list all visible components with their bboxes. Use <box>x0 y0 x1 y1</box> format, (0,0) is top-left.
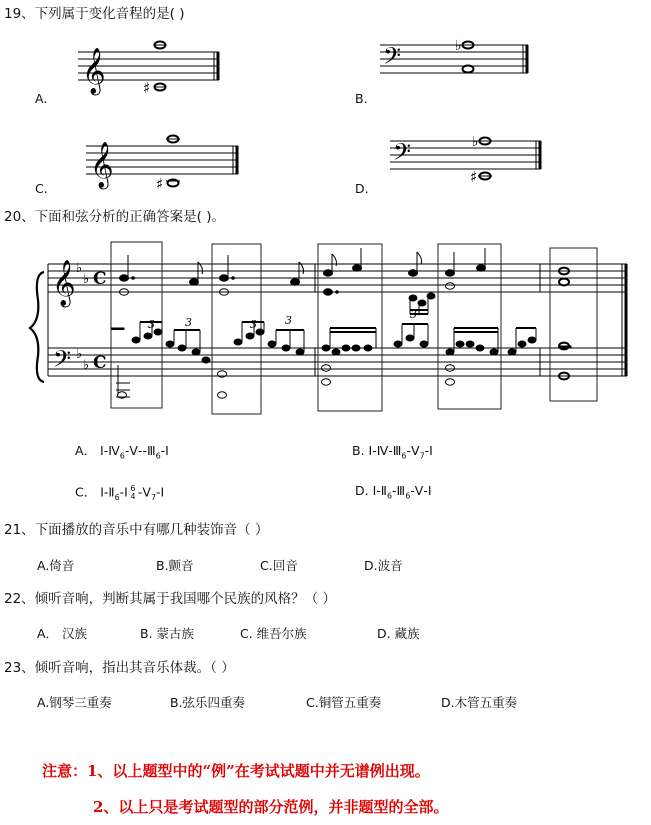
triplet-mark: 3 <box>285 314 292 327</box>
triplet-mark: 3 <box>250 318 257 331</box>
q23-option-c[interactable]: C.铜管五重奏 <box>306 695 382 710</box>
bass-clef-icon: 𝄢 <box>393 138 412 171</box>
q20-option-c[interactable]: C． $Ⅰ-Ⅱ_6-Ⅰ$ 6 4 $-Ⅴ_7-Ⅰ$ <box>75 484 165 502</box>
q19-staff-b <box>380 45 528 73</box>
time-signature-treble: C <box>93 269 107 289</box>
treble-notes <box>120 248 570 314</box>
q23-option-b[interactable]: B.弦乐四重奏 <box>170 695 246 710</box>
q23-stem: 23、倾听音响，指出其音乐体裁。（ ） <box>4 660 235 676</box>
triplet-mark: 3 <box>410 308 417 321</box>
q23-option-d[interactable]: D.木管五重奏 <box>441 695 518 710</box>
flat-icon: ♭ <box>83 272 90 287</box>
triplet-mark: 3 <box>148 318 155 331</box>
q20-option-a[interactable]: A． $Ⅰ-Ⅳ_6-Ⅴ--Ⅲ_6-Ⅰ$ <box>75 443 169 461</box>
q22-option-b[interactable]: B. 蒙古族 <box>140 626 195 641</box>
q22-option-a[interactable]: A． 汉族 <box>37 626 88 641</box>
sharp-icon: ♯ <box>143 79 151 97</box>
treble-clef-icon: 𝄞 <box>82 48 106 94</box>
treble-clef-icon: 𝄞 <box>52 260 76 306</box>
q21-option-a[interactable]: A.倚音 <box>37 558 75 573</box>
bass-clef-icon: 𝄢 <box>383 42 402 75</box>
flat-icon: ♭ <box>472 134 479 150</box>
q21-option-c[interactable]: C.回音 <box>260 558 298 573</box>
time-signature-bass: C <box>93 353 107 373</box>
flat-icon: ♭ <box>76 261 83 276</box>
q19-option-a-label[interactable]: A. <box>35 91 48 106</box>
q23-option-a[interactable]: A.钢琴三重奏 <box>37 695 112 710</box>
sharp-icon: ♯ <box>470 168 478 186</box>
q19-staff-d <box>390 141 541 169</box>
sharp-icon: ♯ <box>156 175 164 193</box>
treble-clef-icon: 𝄞 <box>90 142 114 188</box>
q21-option-d[interactable]: D.波音 <box>364 558 403 573</box>
q20-stem: 20、下面和弦分析的正确答案是( )。 <box>4 209 226 225</box>
triplet-mark: 3 <box>185 316 192 329</box>
flat-icon: ♭ <box>83 358 90 373</box>
triplet-marks <box>148 308 417 331</box>
q21-option-b[interactable]: B.颤音 <box>156 558 194 573</box>
q21-stem: 21、下面播放的音乐中有哪几种装饰音（ ） <box>4 522 269 538</box>
q22-option-c[interactable]: C. 维吾尔族 <box>240 626 307 641</box>
bar-lines <box>315 264 622 376</box>
bass-clef-icon: 𝄢 <box>53 345 72 378</box>
note-line-1: 注意：1、以上题型中的“例”在考试试题中并无谱例出现。 <box>42 762 430 780</box>
brace-icon <box>30 272 44 382</box>
bass-notes <box>112 322 571 398</box>
q19-option-c-label[interactable]: C. <box>35 181 48 196</box>
flat-icon: ♭ <box>76 347 83 362</box>
q20-score <box>0 230 651 420</box>
q19-option-d-label[interactable]: D. <box>355 181 369 196</box>
q22-option-d[interactable]: D. 藏族 <box>377 626 420 641</box>
q20-option-d[interactable]: D. $Ⅰ-Ⅱ_6-Ⅲ_6-Ⅴ-Ⅰ$ <box>355 483 432 501</box>
note-line-2: 2、以上只是考试题型的部分范例，并非题型的全部。 <box>93 798 449 816</box>
q19-notation <box>0 0 651 210</box>
flat-icon: ♭ <box>455 38 462 54</box>
q20-option-b[interactable]: B. $Ⅰ-Ⅳ-Ⅲ_6-Ⅴ_7-Ⅰ$ <box>352 443 433 461</box>
q22-stem: 22、倾听音响，判断其属于我国哪个民族的风格？（ ） <box>4 591 336 607</box>
q19-stem: 19、下列属于变化音程的是( ) <box>4 6 185 22</box>
q19b-lower-note <box>463 66 474 73</box>
q19-option-b-label[interactable]: B. <box>355 91 368 106</box>
